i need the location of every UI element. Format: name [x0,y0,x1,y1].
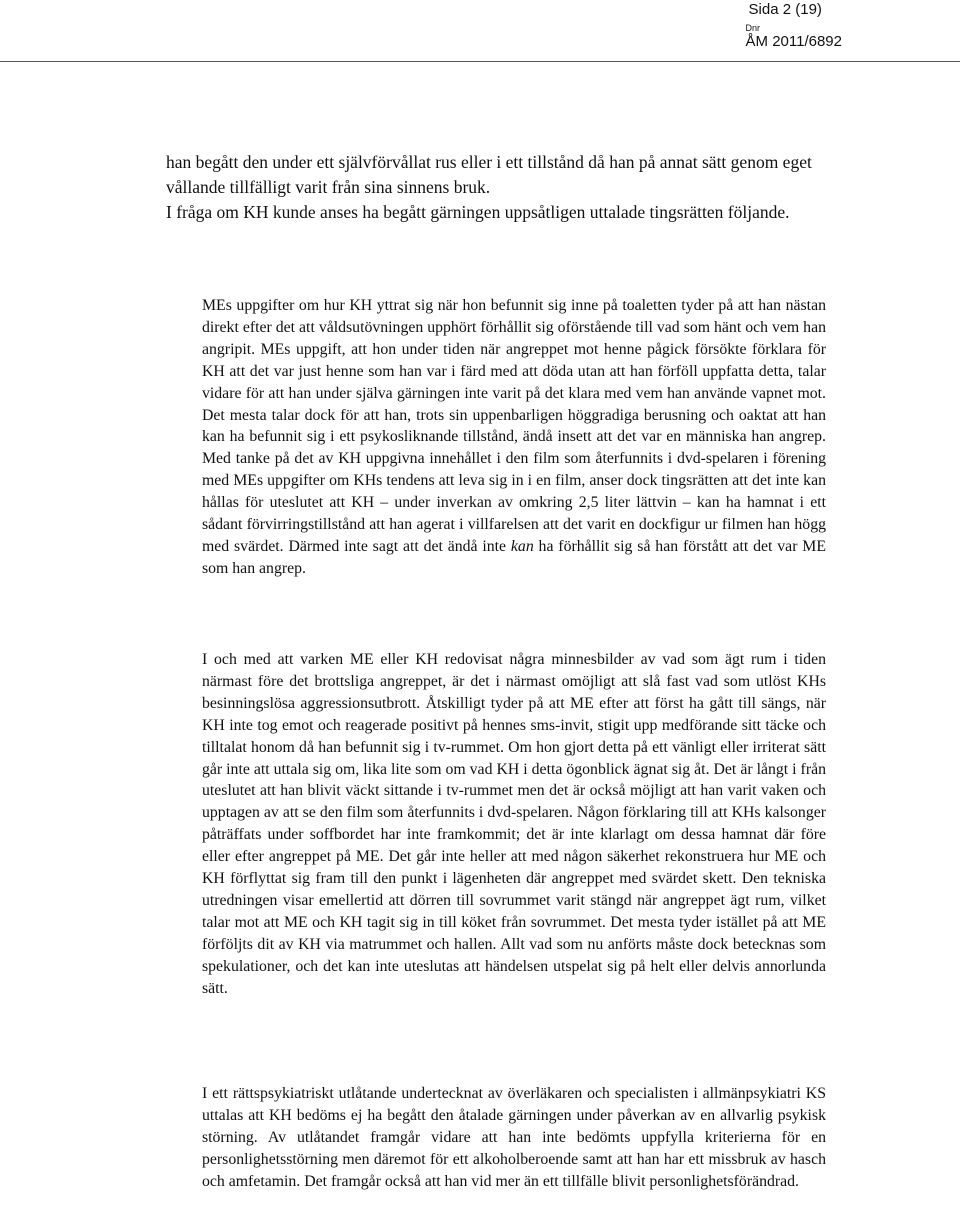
quoted-paragraph-3: I ett rättspsykiatriskt utlåtande undertecknat av överläkaren och specialisten i allmänpsykiatri KS uttalas att KH bedöms ej ha begått den åtalade gärningen under påverkan av en allvarlig psykisk störning. Av utlåtandet framgår vidare att han inte bedömts uppfylla kriterierna för en personlighetsstörning men däremot för ett alkoholberoende samt att han har ett missbruk av hasch och amfetamin. Det framgår också att han vid mer än ett tillfälle blivit personlighetsförändrad. [202,1085,826,1190]
page-number: Sida 2 (19) [748,1,822,18]
intro-paragraph-2: I fråga om KH kunde anses ha begått gärningen uppsåtligen uttalade tingsrätten följande. [166,202,790,222]
quoted-paragraph-1-text: MEs uppgifter om hur KH yttrat sig när hon befunnit sig inne på toaletten tyder på att han nästan direkt efter det att våldsutövningen upphört förhållit sig oförstående till vad som hänt och vem han angripit. MEs uppgift, att hon under tiden när angreppet mot henne pågick försökte förklara för KH att det var just henne som han var i färd med att döda utan att han förföll uppfatta detta, talar vidare för att han under själva gärningen inte varit på det klara med vem han använde vapnet mot. Det mesta talar dock för att han, trots sin uppenbarligen höggradiga berusning och oaktat att han kan ha befunnit sig i ett psykosliknande tillstånd, ändå insett att det var en människa han angrep. Med tanke på det av KH uppgivna innehållet i den film som återfunnits i dvd-spelaren i förening med MEs uppgifter om KHs tendens att leva sig in i en film, anser dock tingsrätten att det inte kan hållas för uteslutet att KH – under inverkan av omkring 2,5 liter lättvin – kan ha hamnat i ett sådant förvirringstillstånd att han agerat i villfarelsen att det varit en dockfigur ur filmen han högg med svärdet. Därmed inte sagt att det ändå inte [202,297,826,555]
case-number: ÅM 2011/6892 [745,33,842,50]
page-header [746,0,842,51]
quoted-paragraph-1-end: ha förhållit sig så han förstått att det var ME som han angrep. [202,537,826,577]
quoted-paragraph-2: I och med att varken ME eller KH redovisat några minnesbilder av vad som ägt rum i tiden närmast före det brottsliga angreppet, är det i närmast omöjligt att slå fast vad som utlöst KHs besinningslösa aggressionsutbrott. Åtskilligt tyder på att ME efter att först ha gått till sängs, när KH inte tog emot och reagerade positivt på hennes sms-invit, stigit upp medförande sitt täcke och tilltalat honom då han befunnit sig i tv-rummet. Om hon gjort detta på ett vänligt eller irriterat sätt går inte att uttala sig om, lika lite som om vad KH i detta ögonblick ägnat sig åt. Det är långt i från uteslutet att han blivit väckt sittande i tv-rummet men det är också möjligt att han varit vaken och upptagen av att se den film som återfunnits i dvd-spelaren. Någon förklaring till att KHs kalsonger påträffats under soffbordet har inte framkommit; det är inte klarlagt om dessa hamnat där före eller efter angreppet på ME. Det går inte heller att med någon säkerhet rekonstruera hur ME och KH förflyttat sig fram till den punkt i lägenheten där angreppet med svärdet skett. Den tekniska utredningen visar emellertid att dörren till sovrummet varit stängd när angreppet ägt rum, vilket talar mot att ME och KH tagit sig in till köket från sovrummet. Det mesta tyder istället på att ME förföljts dit av KH via matrummet och hallen. Allt vad som nu anförts måste dock betecknas som spekulationer, och det kan inte uteslutas att händelsen utspelat sig på helt eller delvis annorlunda sätt. [202,651,826,997]
emphasis-word: kan [510,537,534,555]
header-divider [0,61,960,62]
intro-paragraph-1: han begått den under ett självförvållat rus eller i ett tillstånd då han på annat sätt genom eget vållande tillfälligt varit från sina sinnens bruk. [166,152,812,197]
quoted-paragraph-1 [202,295,826,580]
intro-text [166,150,826,225]
dnr-label: Dnr [745,23,761,33]
